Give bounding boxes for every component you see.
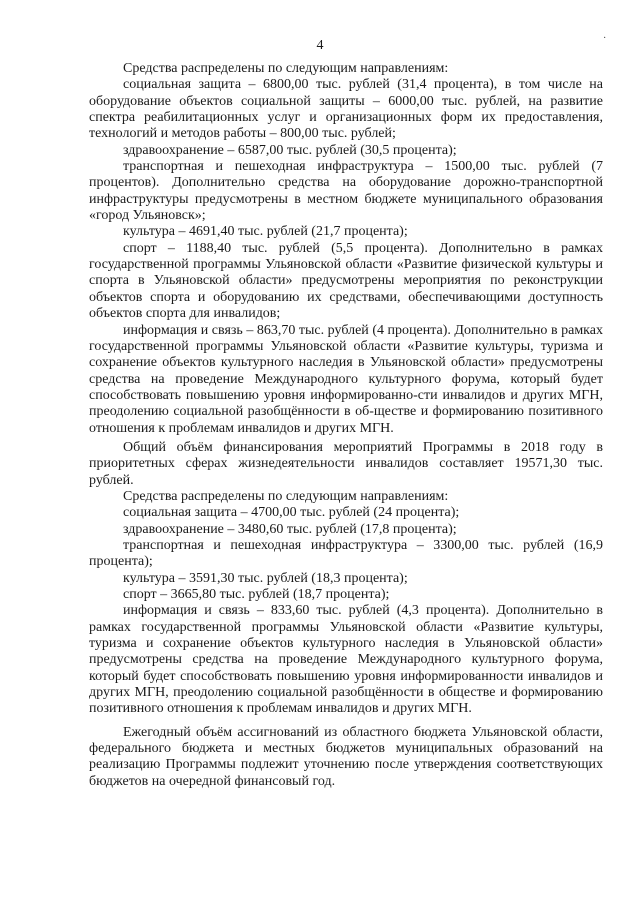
paragraph: транспортная и пешеходная инфраструктура – 3300,00 тыс. рублей (16,9 процента);: [89, 537, 603, 570]
paragraph: Общий объём финансирования мероприятий Программы в 2018 году в приоритетных сферах жизнедеятельности инвалидов составляет 19571,30 тыс. рублей.: [89, 439, 603, 488]
paragraph: спорт – 1188,40 тыс. рублей (5,5 процента). Дополнительно в рамках государственной программы Ульяновской области «Развитие физической культуры и спорта в Ульяновской области» предусмотрены мероприятия по реконструкции объектов спорта и оборудованию их средствами, обеспечивающими доступность объектов спорта для инвалидов;: [89, 240, 603, 322]
paragraph: информация и связь – 833,60 тыс. рублей (4,3 процента). Дополнительно в рамках государственной программы Ульяновской области «Развитие культуры, туризма и сохранение объектов культурного наследия в Ульяновской области» предусмотрены средства на проведение Международного культурного форума, который будет способствовать повышению уровня информированности инвалидов и других МГН, преодолению социальной разобщённости в обществе и формированию позитивного отношения к проблемам инвалидов и других МГН.: [89, 603, 603, 717]
document-body: [89, 61, 603, 790]
paragraph: спорт – 3665,80 тыс. рублей (18,7 процента);: [123, 587, 390, 602]
page-number: 4: [316, 38, 324, 53]
paragraph: Средства распределены по следующим направлениям:: [123, 488, 449, 504]
paragraph: здравоохранение – 6587,00 тыс. рублей (30,5 процента);: [123, 142, 457, 158]
paragraph: информация и связь – 863,70 тыс. рублей (4 процента). Дополнительно в рамках государственной программы Ульяновской области «Развитие культуры, туризма и сохранение объектов культурного наследия в Ульяновской области» предусмотрены средства на проведение Международного культурного форума, который будет способствовать повышению уровня информированно-сти инвалидов и других МГН, преодолению социальной разобщённости в об-ществе и формированию позитивного отношения к проблемам инвалидов и других МГН.: [89, 322, 603, 436]
scan-mark: ·: [603, 33, 607, 44]
paragraph: транспортная и пешеходная инфраструктура – 1500,00 тыс. рублей (7 процентов). Дополнительно средства на оборудование дорожно-транспортной инфраструктуры предусмотрены в местном бюджете муниципального образования «город Ульяновск»;: [89, 159, 603, 224]
paragraph: здравоохранение – 3480,60 тыс. рублей (17,8 процента);: [123, 521, 457, 537]
paragraph: культура – 4691,40 тыс. рублей (21,7 процента);: [123, 224, 408, 240]
paragraph: культура – 3591,30 тыс. рублей (18,3 процента);: [123, 570, 408, 586]
paragraph: Ежегодный объём ассигнований из областного бюджета Ульяновской области, федерального бюджета и местных бюджетов муниципальных образований на реализацию Программы подлежит уточнению после утверждения соответствующих бюджетов на очередной финансовый год.: [89, 724, 603, 789]
paragraph: социальная защита – 6800,00 тыс. рублей (31,4 процента), в том числе на оборудование объектов социальной защиты – 6000,00 тыс. рублей, на развитие спектра реабилитационных услуг и организационных форм их предоставления, технологий и методов работы – 800,00 тыс. рублей;: [89, 77, 603, 142]
paragraph: Средства распределены по следующим направлениям:: [123, 61, 449, 76]
paragraph: социальная защита – 4700,00 тыс. рублей (24 процента);: [123, 505, 460, 521]
